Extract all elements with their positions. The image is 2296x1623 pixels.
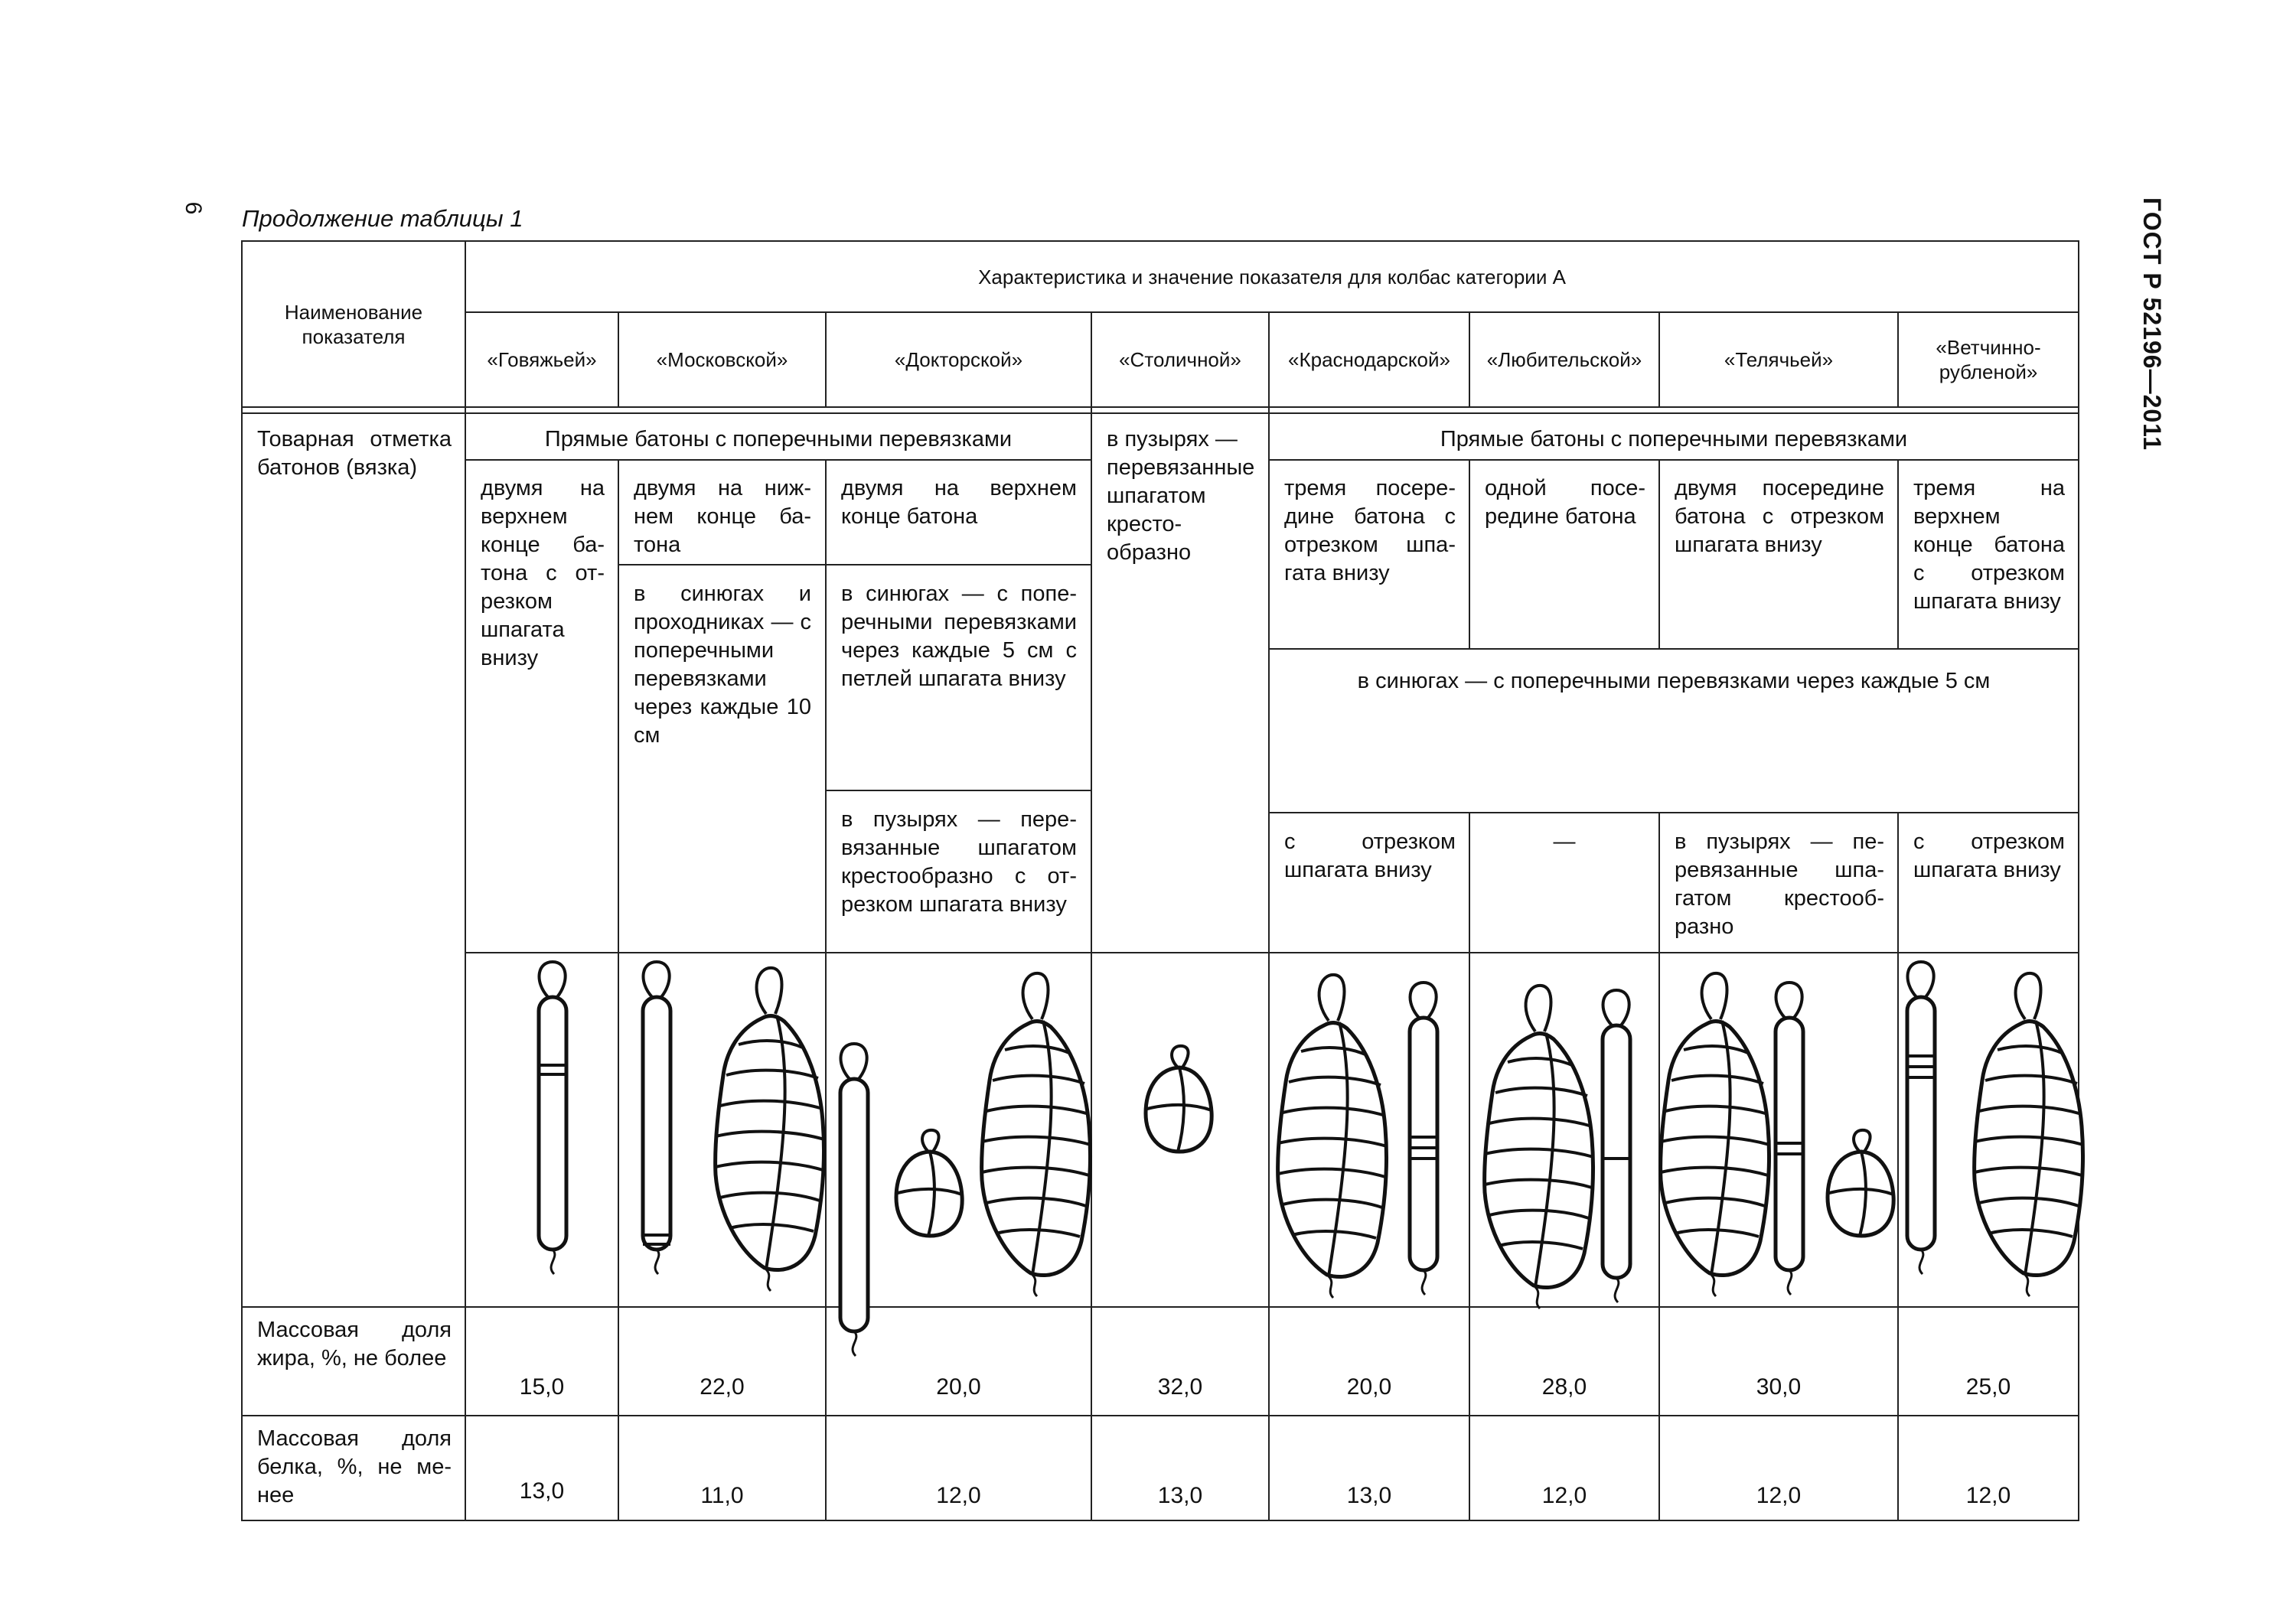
straight-loaf-icon [1603,990,1630,1302]
header-col-stolichnaya: «Столичной» [1119,348,1241,371]
fat-value-stolichnaya: 32,0 [1157,1374,1203,1400]
mark-lyubitelskaya-a: одной посередине батона [1485,476,1645,529]
mark-vetchinnaya-a: тремя на верхнем конце батона с отрезком шпагата внизу [1913,476,2065,614]
row-label-mark: Товарная отметка батонов (вязка) [257,427,452,480]
mark-krasnodarskaya-a: тремя посередине батона с отрезком шпагата внизу [1284,476,1456,585]
mark-doktorskaya-b: в синюгах — с поперечными перевязками через каждые 5 см с петлей шпагата внизу [841,582,1077,691]
straight-loaf-icon [840,1044,868,1356]
fat-value-telyachya: 30,0 [1756,1374,1802,1400]
protein-value-lyubitelskaya: 12,0 [1541,1483,1587,1508]
mark-straight-left: Прямые батоны с поперечными перевязками [544,427,1013,451]
fat-value-govyazhya: 15,0 [519,1374,565,1400]
header-col-krasnodarskaya: «Краснодарской» [1288,348,1450,371]
standard-designation: ГОСТ Р 52196—2011 [2138,197,2166,451]
header-col-doktorskaya: «Докторской» [894,348,1023,371]
mark-moskovskaya-b: в синюгах и проходниках — с поперечными перевязками через каждые 10 см [634,582,811,748]
straight-loaf-icon [643,962,670,1274]
straight-loaf-icon [1776,983,1803,1295]
fat-value-doktorskaya: 20,0 [936,1374,981,1400]
mark-doktorskaya-a: двумя на верхнем конце батона [841,476,1077,529]
row-label-protein: Массовая доля белка, %, не менее [257,1426,452,1507]
fat-value-moskovskaya: 22,0 [700,1374,745,1400]
row-label-fat: Массовая доля жира, %, не более [257,1318,452,1370]
header-col-lyubitelskaya: «Любительской» [1486,348,1642,371]
bladder-sausage-icon [1146,1046,1212,1152]
tied-loaf-icon [1278,975,1387,1298]
mark-telyachya-a: двумя посередине батона с отрезком шпагата внизу [1675,476,1884,557]
mark-doktorskaya-c: в пузырях — перевязанные шпагатом крестообразно с отрезком шпагата внизу [841,807,1077,917]
protein-value-moskovskaya: 11,0 [700,1483,744,1508]
tied-loaf-icon [1975,973,2083,1296]
header-col-moskovskaya: «Московской» [656,348,788,371]
tied-loaf-icon [716,968,824,1291]
protein-value-stolichnaya: 13,0 [1157,1483,1203,1508]
header-col-vetchinnaya: «Ветчинно-рубленой» [1936,336,2041,383]
bladder-sausage-icon [896,1130,962,1236]
tied-loaf-icon [1485,986,1593,1309]
protein-value-govyazhya: 13,0 [519,1478,565,1504]
protein-value-doktorskaya: 12,0 [936,1483,981,1508]
mark-telyachya-c: в пузырях — перевязанные шпагатом крестообразно [1675,829,1884,939]
tied-loaf-icon [1661,973,1769,1296]
fat-value-lyubitelskaya: 28,0 [1541,1374,1587,1400]
protein-value-telyachya: 12,0 [1756,1483,1802,1508]
header-col-telyachya: «Телячьей» [1724,348,1834,371]
mark-krasnodarskaya-c: с отрезком шпагата внизу [1284,829,1456,882]
straight-loaf-icon [539,962,566,1274]
header-group: Характеристика и значение показателя для колбас категории А [978,265,1566,288]
mark-sinyugi-right: в синюгах — с поперечными перевязками через каждые 5 см [1357,669,1991,693]
page-number: 6 [181,201,206,215]
header-col-govyazhya: «Говяжьей» [487,348,597,371]
tied-loaf-icon [982,973,1091,1296]
fat-value-krasnodarskaya: 20,0 [1346,1374,1392,1400]
mark-straight-right: Прямые батоны с поперечными перевязками [1440,427,1908,451]
mark-moskovskaya-a: двумя на нижнем конце батона [634,476,811,557]
mark-vetchinnaya-c: с отрезком шпагата внизу [1913,829,2065,882]
fat-value-vetchinnaya: 25,0 [1965,1374,2011,1400]
mark-govyazhya: двумя на верхнем конце батона с отрезком шпагата внизу [481,476,605,670]
header-indicator-name: Наименование показателя [284,300,423,348]
mark-lyubitelskaya-c: — [1553,829,1576,854]
straight-loaf-icon [1907,962,1935,1274]
protein-value-vetchinnaya: 12,0 [1965,1483,2011,1508]
protein-value-krasnodarskaya: 13,0 [1346,1483,1392,1508]
table-caption: Продолжение таблицы 1 [242,205,523,232]
mark-stolichnaya: в пузырях — перевязанные шпагатом крестообразно [1107,427,1255,565]
bladder-sausage-icon [1828,1130,1893,1236]
